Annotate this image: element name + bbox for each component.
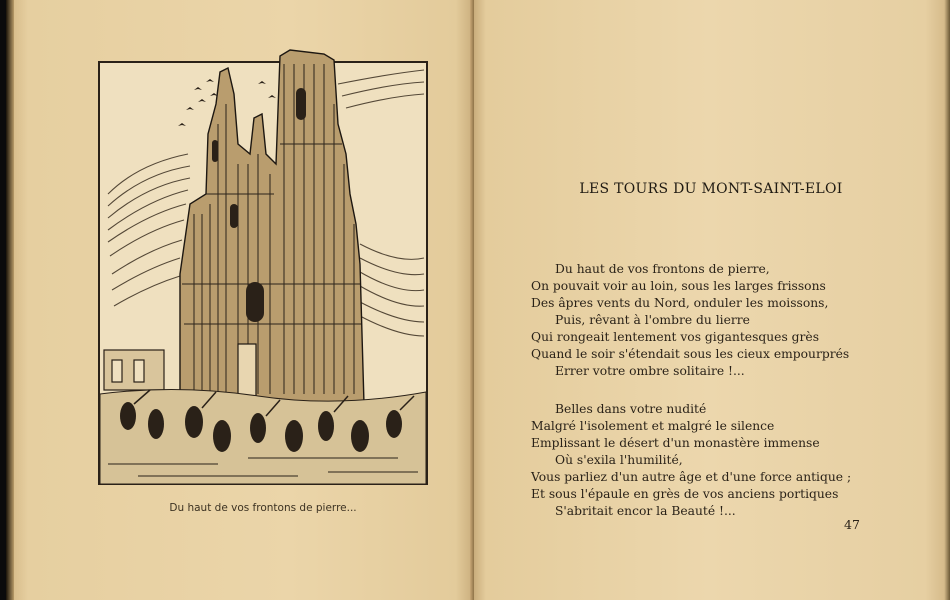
poem-line: Quand le soir s'étendait sous les cieux empourprés [531, 347, 850, 361]
book-rim [944, 0, 950, 600]
poem-line: Où s'exila l'humilité, [555, 453, 683, 467]
page-number: 47 [844, 517, 860, 532]
poem-title: LES TOURS DU MONT-SAINT-ELOI [579, 181, 843, 197]
poem-line: Puis, rêvant à l'ombre du lierre [555, 313, 750, 327]
poem-line: Belles dans votre nudité [555, 402, 707, 416]
open-book [6, 0, 950, 600]
poem-stanza-2 [531, 401, 891, 520]
poem-line: S'abritait encor la Beauté !... [555, 504, 736, 518]
woodcut-illustration [98, 44, 428, 486]
poem-line: On pouvait voir au loin, sous les larges frissons [531, 279, 826, 293]
poem-line: Errer votre ombre solitaire !... [555, 364, 745, 378]
poem-line: Malgré l'isolement et malgré le silence [531, 419, 775, 433]
poem-line: Du haut de vos frontons de pierre, [555, 262, 770, 276]
poem-stanza-1 [531, 261, 891, 380]
book-edge [6, 0, 14, 600]
poem-line: Et sous l'épaule en grès de vos anciens portiques [531, 487, 839, 501]
poem-line: Vous parliez d'un autre âge et d'une force antique ; [531, 470, 852, 484]
poem-line: Qui rongeait lentement vos gigantesques grès [531, 330, 820, 344]
illustration-caption: Du haut de vos frontons de pierre... [169, 502, 357, 514]
poem-line: Emplissant le désert d'un monastère immense [531, 436, 820, 450]
poem-line: Des âpres vents du Nord, onduler les moissons, [531, 296, 829, 310]
